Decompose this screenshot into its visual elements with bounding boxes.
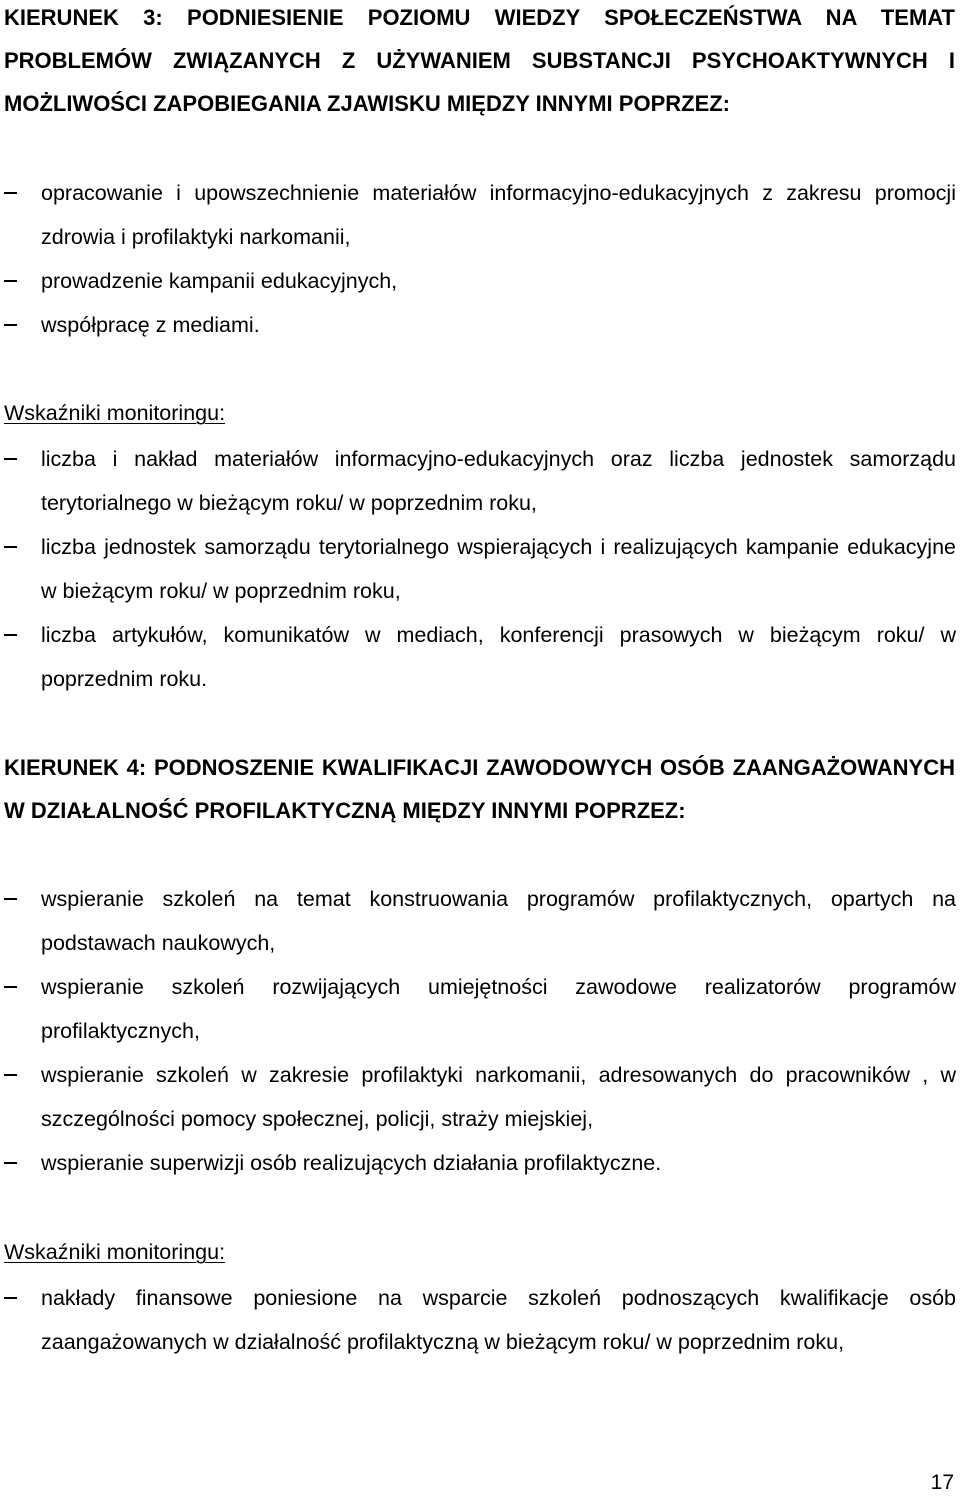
section-3-list: [0, 171, 956, 347]
list-item: [0, 1053, 956, 1141]
dash-bullet-icon: [4, 634, 17, 636]
list-item-text: wspieranie szkoleń rozwijających umiejętności zawodowe realizatorów programów profilaktycznych,: [41, 975, 956, 1043]
list-item-text: opracowanie i upowszechnienie materiałów informacyjno-edukacyjnych z zakresu promocji zdrowia i profilaktyki narkomanii,: [41, 181, 956, 249]
section-4-indicators-list: [0, 1276, 956, 1364]
section-4-heading: KIERUNEK 4: PODNOSZENIE KWALIFIKACJI ZAWODOWYCH OSÓB ZAANGAŻOWANYCH W DZIAŁALNOŚĆ PROFILAKTYCZNĄ MIĘDZY INNYMI POPRZEZ:: [4, 755, 955, 823]
list-item: [0, 613, 956, 701]
section-4-indicators-label: Wskaźniki monitoringu:: [4, 1240, 226, 1264]
list-item-text: liczba artykułów, komunikatów w mediach, konferencji prasowych w bieżącym roku/ w poprzednim roku.: [41, 623, 956, 691]
list-item: [0, 1141, 956, 1185]
dash-bullet-icon: [4, 1162, 17, 1164]
list-item: [0, 259, 956, 303]
list-item: [0, 171, 956, 259]
list-item-text: nakłady finansowe poniesione na wsparcie szkoleń podnoszących kwalifikacje osób zaangażowanych w działalność profilaktyczną w bieżącym roku/ w poprzednim roku,: [41, 1286, 956, 1354]
list-item: [0, 1276, 956, 1364]
list-item: [0, 525, 956, 613]
list-item: [0, 965, 956, 1053]
list-item-text: wspieranie szkoleń na temat konstruowania programów profilaktycznych, opartych na podstawach naukowych,: [41, 887, 956, 955]
list-item: [0, 437, 956, 525]
list-item-text: wspieranie szkoleń w zakresie profilaktyki narkomanii, adresowanych do pracowników , w szczególności pomocy społecznej, policji, straży miejskiej,: [41, 1063, 956, 1131]
list-item: [0, 877, 956, 965]
list-item-text: wspieranie superwizji osób realizujących działania profilaktyczne.: [41, 1151, 662, 1175]
dash-bullet-icon: [4, 324, 17, 326]
list-item-text: liczba i nakład materiałów informacyjno-edukacyjnych oraz liczba jednostek samorządu terytorialnego w bieżącym roku/ w poprzednim roku,: [41, 447, 956, 515]
section-3-heading: KIERUNEK 3: PODNIESIENIE POZIOMU WIEDZY SPOŁECZEŃSTWA NA TEMAT PROBLEMÓW ZWIĄZANYCH Z UŻYWANIEM SUBSTANCJI PSYCHOAKTYWNYCH I MOŻLIWOŚCI ZAPOBIEGANIA ZJAWISKU MIĘDZY INNYMI POPRZEZ:: [4, 5, 955, 116]
section-3-indicators-label: Wskaźniki monitoringu:: [4, 401, 226, 425]
section-4-list: [0, 877, 956, 1185]
section-3-indicators-list: [0, 437, 956, 701]
dash-bullet-icon: [4, 458, 17, 460]
dash-bullet-icon: [4, 1297, 17, 1299]
page-number: 17: [930, 1471, 954, 1494]
list-item: [0, 303, 956, 347]
list-item-text: współpracę z mediami.: [41, 313, 260, 337]
list-item-text: liczba jednostek samorządu terytorialnego wspierających i realizujących kampanie edukacyjne w bieżącym roku/ w poprzednim roku,: [41, 535, 956, 603]
dash-bullet-icon: [4, 986, 17, 988]
dash-bullet-icon: [4, 546, 17, 548]
dash-bullet-icon: [4, 898, 17, 900]
dash-bullet-icon: [4, 1074, 17, 1076]
list-item-text: prowadzenie kampanii edukacyjnych,: [41, 269, 398, 293]
dash-bullet-icon: [4, 192, 17, 194]
dash-bullet-icon: [4, 280, 17, 282]
